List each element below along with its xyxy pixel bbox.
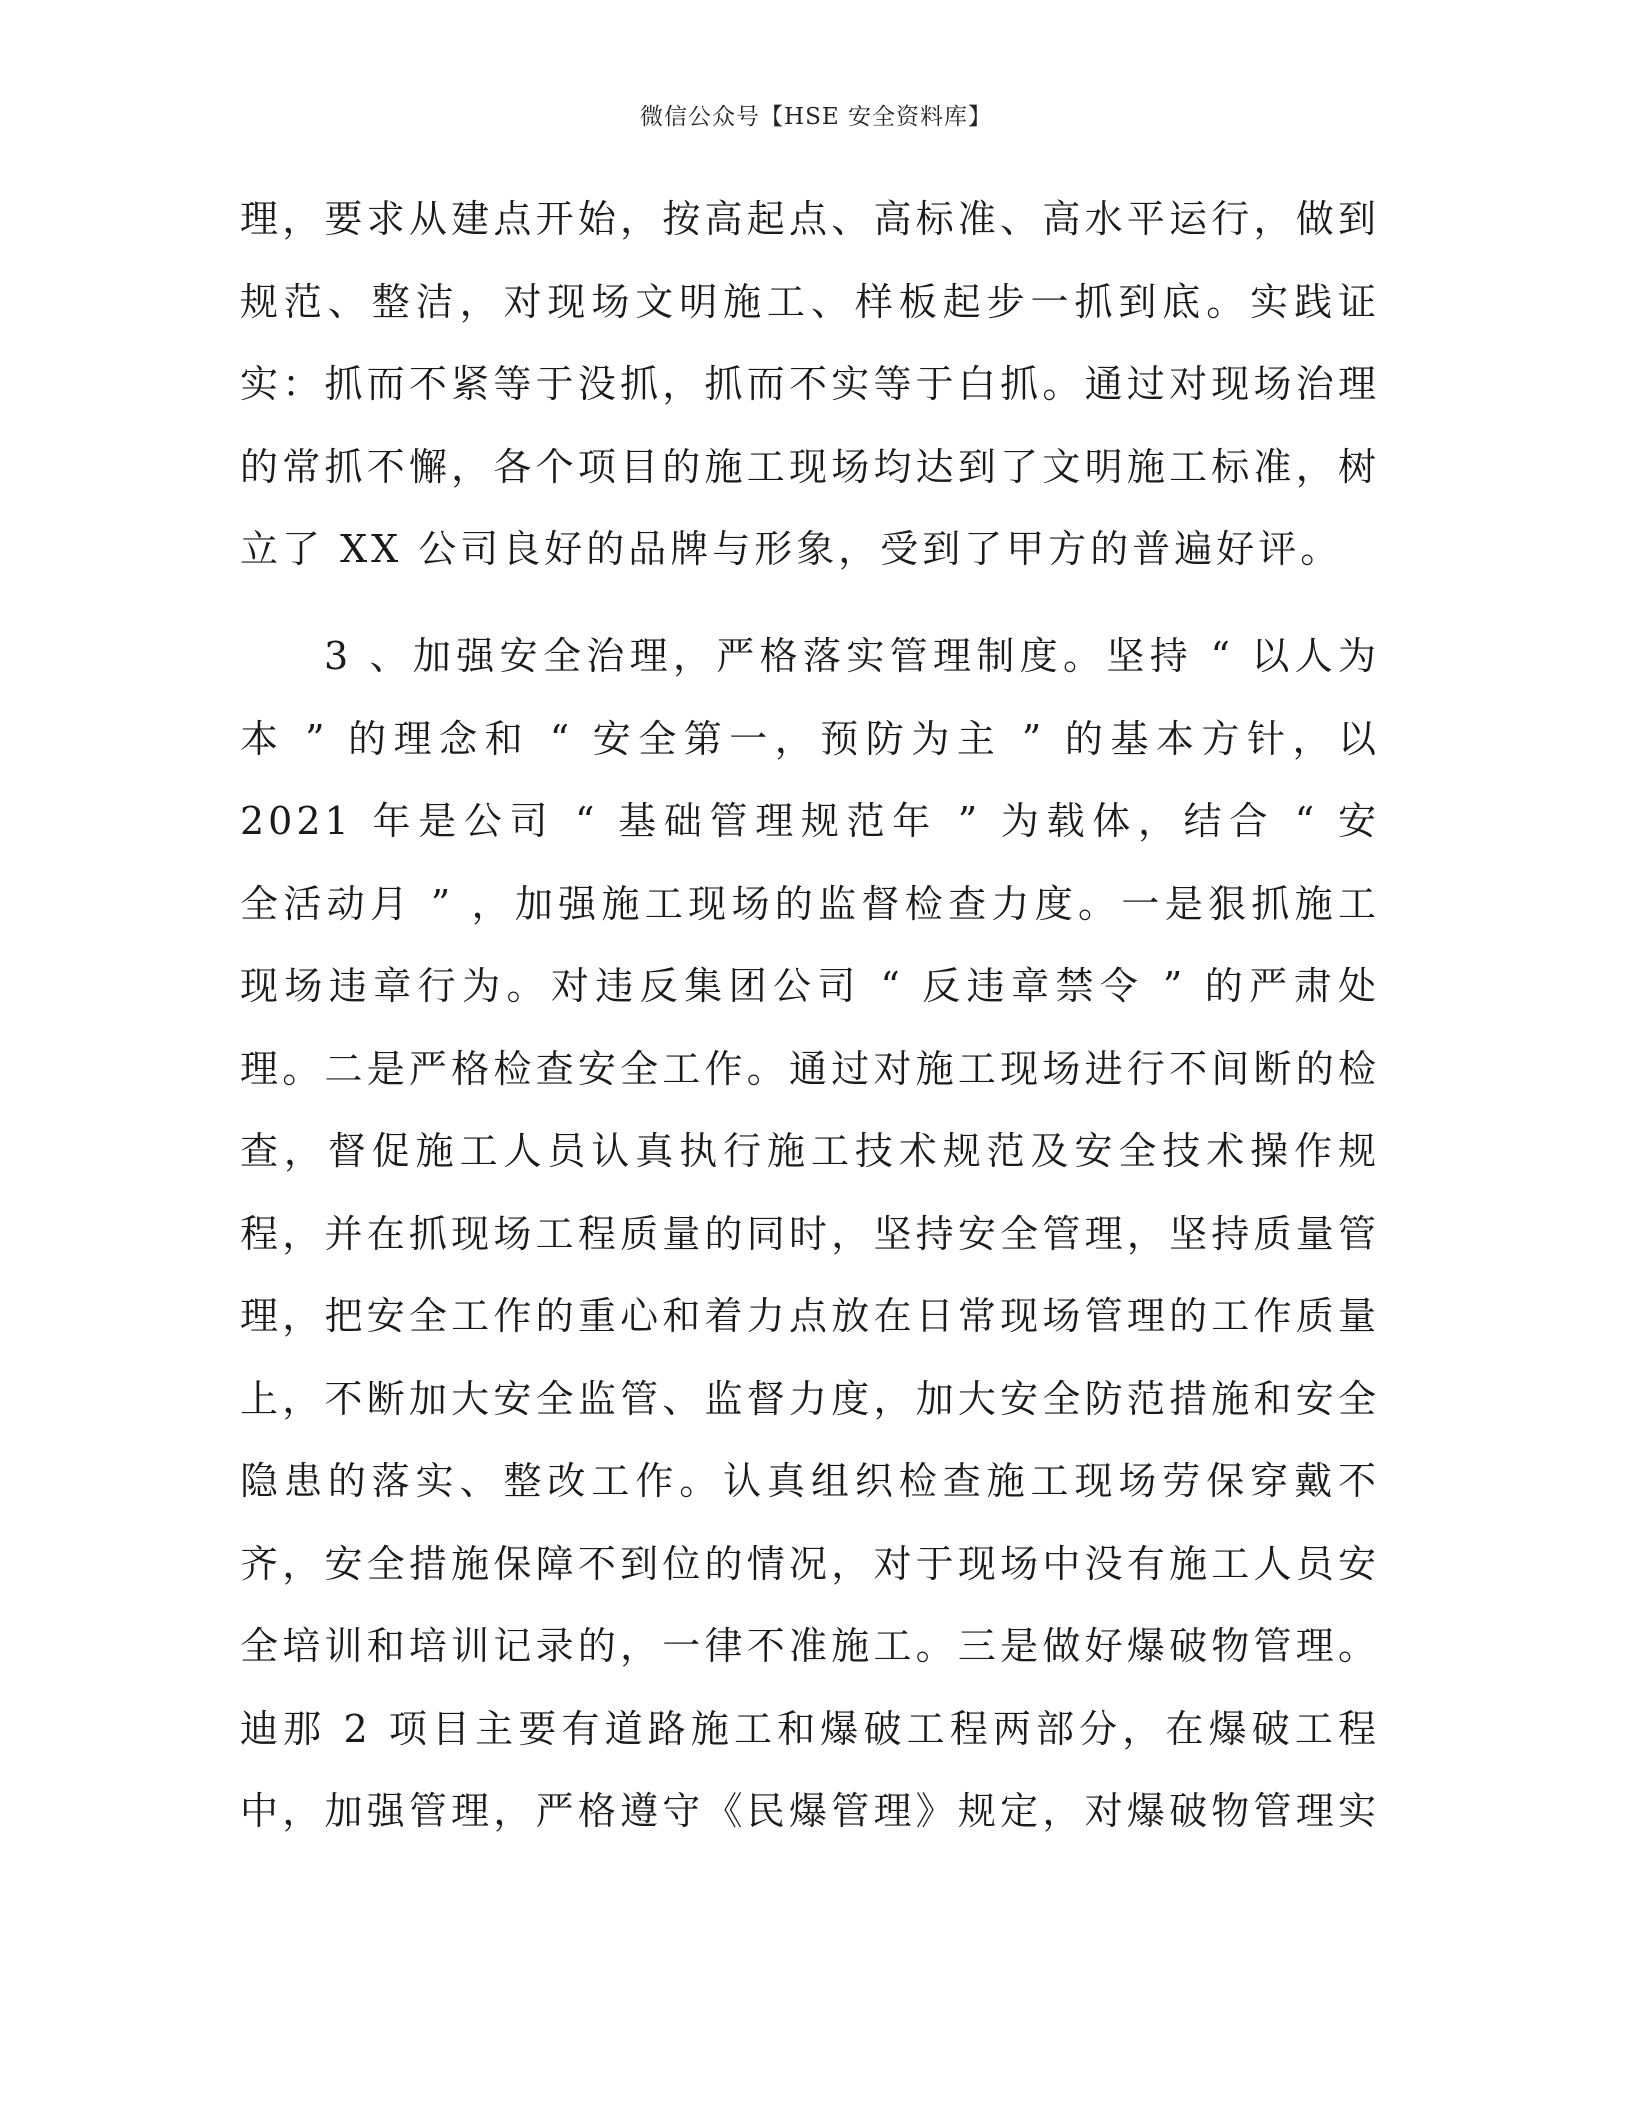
text-line: 齐，安全措施保障不到位的情况，对于现场中没有施工人员安	[240, 1541, 1380, 1586]
text-line: 隐患的落实、整改工作。认真组织检查施工现场劳保穿戴不	[240, 1459, 1380, 1503]
text-line: 中，加强管理，严格遵守《民爆管理》规定，对爆破物管理实	[240, 1789, 1380, 1833]
text-line: 全活动月 ” ，加强施工现场的监督检查力度。一是狠抓施工	[240, 881, 1380, 926]
text-line: 全培训和培训记录的，一律不准施工。三是做好爆破物管理。	[240, 1624, 1380, 1668]
text-line: 3 、加强安全治理，严格落实管理制度。坚持 “ 以人为	[324, 634, 1380, 678]
text-line: 理。二是严格检查安全工作。通过对施工现场进行不间断的检	[240, 1046, 1380, 1091]
paragraph-safety-management	[240, 615, 1380, 1890]
text-line: 的常抓不懈，各个项目的施工现场均达到了文明施工标准，树	[240, 444, 1380, 489]
text-line: 规范、整洁，对现场文明施工、样板起步一抓到底。实践证	[240, 279, 1380, 324]
text-line: 上，不断加大安全监管、监督力度，加大安全防范措施和安全	[240, 1376, 1380, 1421]
page-header: 微信公众号【HSE 安全资料库】	[640, 104, 992, 130]
text-line: 理，要求从建点开始，按高起点、高标准、高水平运行，做到	[240, 197, 1380, 241]
text-line: 查，督促施工人员认真执行施工技术规范及安全技术操作规	[240, 1129, 1380, 1173]
text-line: 迪那 2 项目主要有道路施工和爆破工程两部分，在爆破工程	[240, 1706, 1380, 1751]
text-line: 实：抓而不紧等于没抓，抓而不实等于白抓。通过对现场治理	[240, 362, 1380, 406]
text-line: 现场违章行为。对违反集团公司 “ 反违章禁令 ” 的严肃处	[240, 964, 1380, 1008]
text-line: 程，并在抓现场工程质量的同时，坚持安全管理，坚持质量管	[240, 1211, 1380, 1256]
text-line: 2021 年是公司 “ 基础管理规范年 ” 为载体，结合 “ 安	[240, 799, 1380, 843]
paragraph-site-management	[240, 178, 1380, 593]
text-line: 理，把安全工作的重心和着力点放在日常现场管理的工作质量	[240, 1294, 1380, 1338]
text-line: 立了 XX 公司良好的品牌与形象，受到了甲方的普遍好评。	[240, 527, 1343, 571]
text-line: 本 ” 的理念和 “ 安全第一，预防为主 ” 的基本方针，以	[240, 716, 1380, 761]
